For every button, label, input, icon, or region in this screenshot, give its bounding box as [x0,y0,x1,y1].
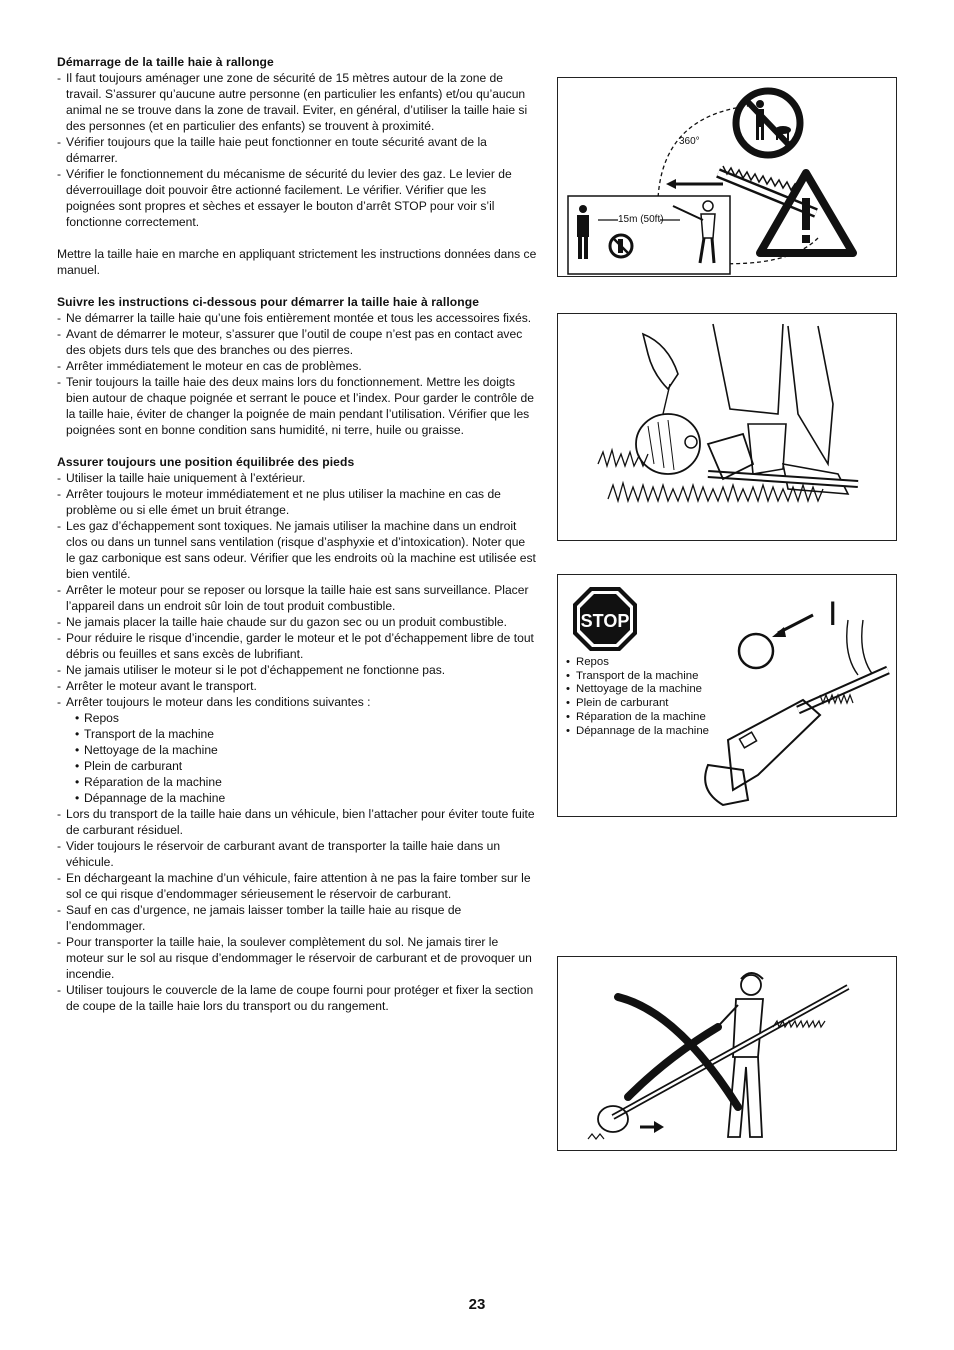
list-item: - Ne jamais utiliser le moteur si le pot d’échappement ne fonctionne pas. [57,662,537,678]
prohibited-cross-icon [618,997,738,1107]
starting-position-illustration [558,314,896,540]
stop-conditions-list [66,710,537,806]
text-column [57,54,537,1014]
list-item: - Pour transporter la taille haie, la soulever complètement du sol. Ne jamais tirer le moteur sur le sol au risque d’endommager le réservoir de carburant et de provoquer un incendie. [57,934,537,982]
list-item: - Les gaz d’échappement sont toxiques. Ne jamais utiliser la machine dans un endroit clos ou dans un tunnel sans ventilation (risque d’asphyxie et d’intoxication). Noter que le gaz carbonique est sans odeur. Vérifier que les endroits où la machine est utilisée est bien ventilé. [57,518,537,582]
start-list [57,70,537,230]
list-item: - Arrêter le moteur pour se reposer ou lorsque la taille haie est sans surveillance. Placer l’appareil dans un endroit sûr loin de tout produit combustible. [57,582,537,614]
condition-item: • Réparation de la machine [75,774,537,790]
list-item: - Pour réduire le risque d’incendie, garder le moteur et le pot d’échappement libre de tout débris ou feuilles et sans excès de lubrifiant. [57,630,537,662]
stop-conditions-legend [566,656,709,738]
condition-item: • Plein de carburant [75,758,537,774]
list-item: - Utiliser toujours le couvercle de la lame de coupe fourni pour protéger et fixer la section de coupe de la taille haie lors du transport ou du rangement. [57,982,537,1014]
list-item: - Sauf en cas d’urgence, ne jamais laisser tomber la taille haie au risque de l’endommager. [57,902,537,934]
footing-list [57,470,537,1014]
section-heading-footing: Assurer toujours une position équilibrée des pieds [57,455,355,469]
distance-label: 15m (50ft) [618,214,664,225]
hedge-blade-icon [718,166,816,213]
condition-item: • Repos [75,710,537,726]
list-item: - Tenir toujours la taille haie des deux mains lors du fonctionnement. Mettre les doigts bien autour de chaque poignée et serrant le pouce et l’index. Pour garder le contrôle de la taille haie, éviter de changer la poignée de main pendant l’utilisation. Vérifier que les poignées sont en bonne condition sans humidité, ni terre, huile ou graisse. [57,374,537,438]
safety-zone-figure [557,77,897,277]
list-item: - Arrêter le moteur avant le transport. [57,678,537,694]
stop-conditions-figure [557,574,897,817]
condition-item: • Transport de la machine [75,726,537,742]
section-heading-start: Démarrage de la taille haie à rallonge [57,55,274,69]
engine-icon [636,414,700,474]
angle-label: 360° [679,136,700,147]
starting-position-figure [557,313,897,541]
section-heading-instructions: Suivre les instructions ci-dessous pour démarrer la taille haie à rallonge [57,295,480,309]
list-item: - Vider toujours le réservoir de carburant avant de transporter la taille haie dans un véhicule. [57,838,537,870]
legend-item: • Dépannage de la machine [566,725,709,739]
list-item: - Avant de démarrer le moteur, s’assurer que l’outil de coupe n’est pas en contact avec des objets durs tels que des branches ou des pierres. [57,326,537,358]
handle-shaft-icon [798,670,888,710]
condition-item: • Nettoyage de la machine [75,742,537,758]
list-item: - Lors du transport de la taille haie dans un véhicule, bien l’attacher pour éviter toute fuite de carburant résiduel. [57,806,537,838]
legend-item: • Nettoyage de la machine [566,683,709,697]
no-people-sign-icon [736,91,800,155]
operator-icon [708,973,763,1137]
list-item: - Vérifier toujours que la taille haie peut fonctionner en toute sécurité avant de la démarrer. [57,134,537,166]
stop-conditions-intro: Arrêter toujours le moteur dans les conditions suivantes : [66,695,371,709]
legend-item: • Repos [566,656,709,670]
legend-item: • Transport de la machine [566,670,709,684]
condition-item: • Dépannage de la machine [75,790,537,806]
rear-handle-icon [705,700,820,805]
list-item: - Il faut toujours aménager une zone de sécurité de 15 mètres autour de la zone de travail. S’assurer qu’aucune autre personne (en particulier les enfants) et/ou qu’aucun animal ne se trouve dans la zone de travail. Eviter, en général, d’utiliser la taille haie si des personnes (et en particulier des enfants) se trouvent à proximité. [57,70,537,134]
list-item: - Vérifier le fonctionnement du mécanisme de sécurité du levier des gaz. Le levier de déverrouillage doit pouvoir être actionné facilement. Le vérifier. Vérifier que les poignées sont propres et sèches et essayer le bouton d’arrêt STOP pour voir s’il fonctionne correctement. [57,166,537,230]
safety-zone-illustration [558,78,896,276]
list-item-stop-conditions [57,694,537,806]
no-dragging-illustration [558,957,896,1150]
stop-sign-label: STOP [580,611,630,631]
start-paragraph: Mettre la taille haie en marche en appliquant strictement les instructions données dans ce manuel. [57,247,537,277]
list-item: - Ne jamais placer la taille haie chaude sur du gazon sec ou un produit combustible. [57,614,537,630]
list-item: - Arrêter immédiatement le moteur en cas de problèmes. [57,358,537,374]
list-item: - En déchargeant la machine d’un véhicule, faire attention à ne pas la faire tomber sur le sol ce qui risque d’endommager sérieusement le réservoir de carburant. [57,870,537,902]
list-item: - Utiliser la taille haie uniquement à l’extérieur. [57,470,537,486]
switch-on-mark: I [828,595,838,633]
list-item: - Arrêter toujours le moteur immédiatement et ne plus utiliser la machine en cas de problème ou si elle émet un bruit étrange. [57,486,537,518]
stop-switch-circle-icon [739,634,773,668]
instructions-list [57,310,537,438]
page-number: 23 [468,1296,486,1313]
legend-item: • Plein de carburant [566,697,709,711]
list-item: - Ne démarrer la taille haie qu’une fois entièrement montée et tous les accessoires fixés. [57,310,537,326]
no-dragging-figure [557,956,897,1151]
legend-item: • Réparation de la machine [566,711,709,725]
